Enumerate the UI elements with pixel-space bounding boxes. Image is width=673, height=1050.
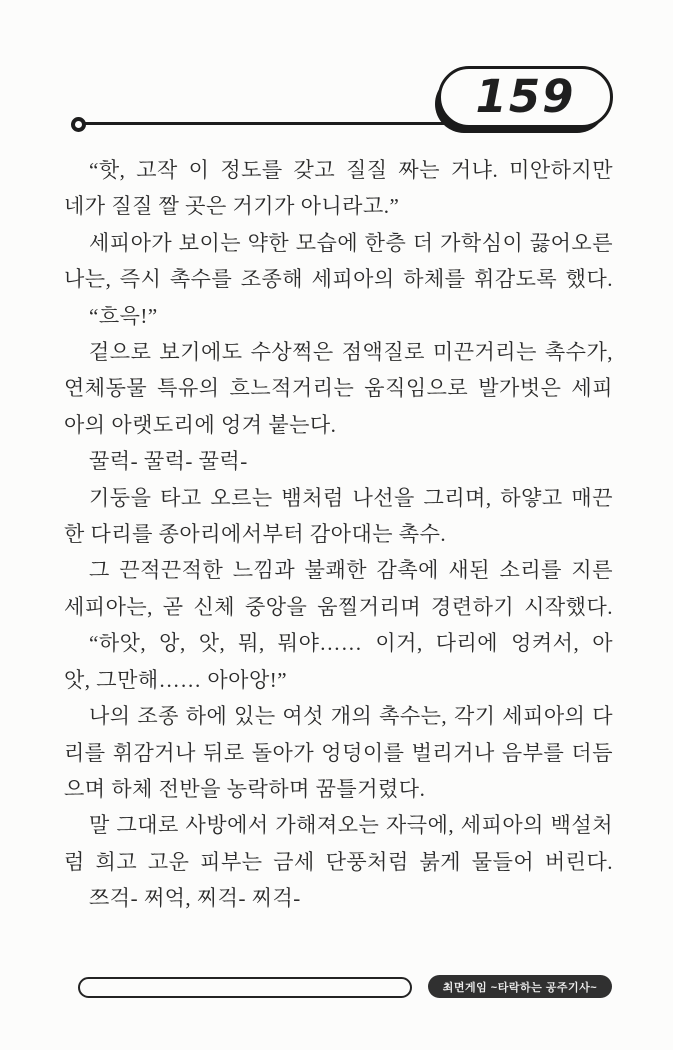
- text-line: 꿀럭- 꿀럭- 꿀럭-: [89, 449, 248, 474]
- text-line: 나의 조종 하에 있는 여섯 개의 촉수는, 각기 세피아의 다: [89, 704, 613, 729]
- text-line: 기둥을 타고 오르는 뱀처럼 나선을 그리며, 하얗고 매끈: [89, 485, 613, 510]
- text-line: 그 끈적끈적한 느낌과 불쾌한 감촉에 새된 소리를 지른: [89, 558, 613, 583]
- text-line: 말 그대로 사방에서 가해져오는 자극에, 세피아의 백설처: [89, 813, 613, 838]
- text-line: “흐윽!”: [89, 303, 158, 328]
- text-line: 으며 하체 전반을 농락하며 꿈틀거렸다.: [64, 776, 426, 801]
- text-line: 네가 질질 짤 곳은 거기가 아니라고.”: [64, 194, 400, 219]
- text-line: 한 다리를 종아리에서부터 감아대는 촉수.: [64, 522, 447, 547]
- text-line: 나는, 즉시 촉수를 조종해 세피아의 하체를 휘감도록 했다.: [64, 267, 613, 292]
- text-line: 겉으로 보기에도 수상쩍은 점액질로 미끈거리는 촉수가,: [89, 340, 613, 365]
- text-line: 앗, 그만해…… 아아앙!”: [64, 667, 288, 692]
- footer-ornament-bar: [78, 977, 412, 998]
- text-line: 세피아가 보이는 약한 모습에 한층 더 가학심이 끓어오른: [89, 230, 613, 255]
- text-line: 리를 휘감거나 뒤로 돌아가 엉덩이를 벌리거나 음부를 더듬: [64, 740, 613, 765]
- text-line: “하앗, 앙, 앗, 뭐, 뭐야…… 이거, 다리에 엉켜서, 아: [89, 631, 613, 656]
- body-text: [64, 152, 613, 917]
- page-number: 159: [475, 69, 576, 123]
- text-line: 아의 아랫도리에 엉겨 붙는다.: [64, 412, 337, 437]
- page-number-badge: [438, 66, 613, 128]
- book-title: 최면게임 ~타락하는 공주기사~: [442, 981, 598, 994]
- text-line: 럼 희고 고운 피부는 금세 단풍처럼 붉게 물들어 버린다.: [64, 849, 613, 874]
- text-line: 세피아는, 곧 신체 중앙을 움찔거리며 경련하기 시작했다.: [64, 594, 613, 619]
- text-line: 쯔걱- 쩌억, 찌걱- 찌걱-: [89, 886, 301, 911]
- header-ring-ornament: [71, 117, 86, 132]
- text-line: 연체동물 특유의 흐느적거리는 움직임으로 발가벗은 세피: [64, 376, 613, 401]
- text-line: “핫, 고작 이 정도를 갖고 질질 짜는 거냐. 미안하지만: [89, 158, 613, 182]
- book-title-badge: [428, 975, 612, 998]
- header-rule: [80, 122, 462, 125]
